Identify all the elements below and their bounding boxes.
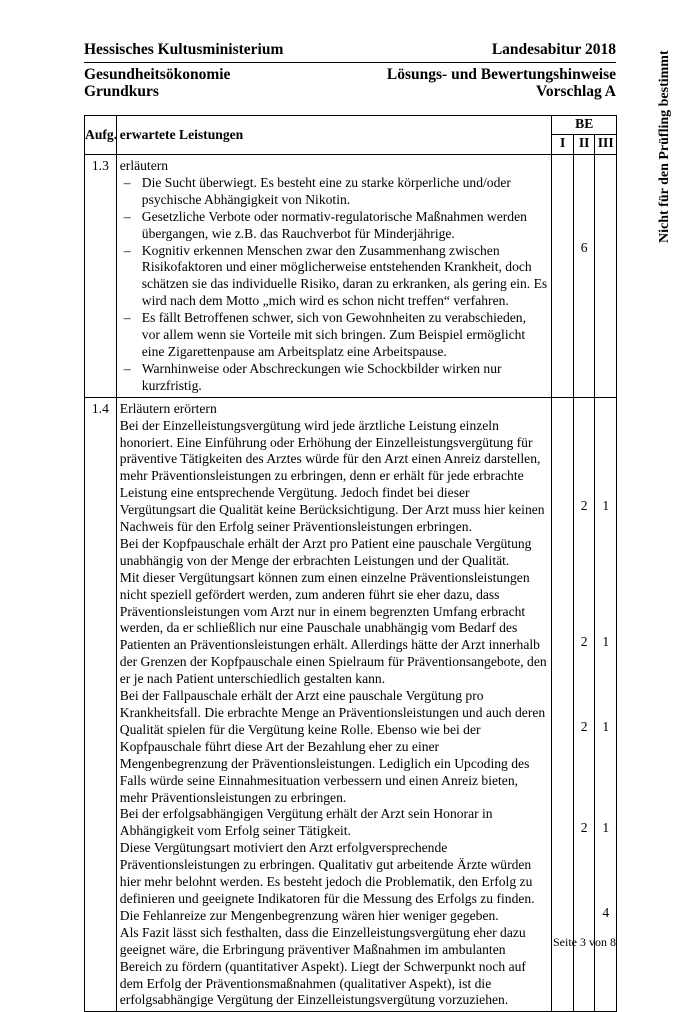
score: 1: [602, 497, 610, 513]
expected-answer: [116, 155, 552, 398]
col-task-header: Aufg.: [85, 116, 117, 155]
paragraph: Als Fazit lässt sich festhalten, dass die Einzelleistungsvergütung eher dazu geeignet wäre, die Erbringung präventiver Maßnahmen im ambulanten Bereich zu fördern (quantitativer Aspekt). Liegt der Schwerpunkt noch auf dem Erfolg der Präventionsmaßnahmen (qualitativer Aspekt), ist die erfolgsabhängige Vergütung der Einzelleistungsvergütung vorzuziehen.: [119, 924, 526, 1008]
operator: erläutern: [119, 158, 169, 173]
paragraph: Bei der erfolgsabhängigen Vergütung erhält der Arzt sein Honorar in Abhängigkeit vom Erfolg seiner Tätigkeit.: [119, 806, 493, 839]
header-divider: [84, 62, 616, 63]
subject-block: [84, 66, 230, 100]
table-row: [85, 155, 617, 398]
score: 1: [602, 633, 610, 649]
side-note: [648, 43, 686, 243]
be-level-I: [552, 397, 574, 1012]
be-level-III: [595, 155, 617, 398]
score: 6: [580, 240, 588, 255]
score: 2: [580, 633, 588, 649]
score: 4: [602, 904, 610, 920]
table-row: [85, 397, 617, 1012]
paragraph: Mit dieser Vergütungsart können zum einen einzelne Präventionsleistungen nicht speziell gefördert werden, zum anderen führt sie eher dazu, dass Präventionsleistungen vom Arzt nur in einem begrenzten Umfang erbracht werden, da er schließlich nur eine Pauschale unabhängig vom Bedarf des Patienten an Präventionsleistungen erhält. Allerdings hätte der Arzt innerhalb der Grenzen der Kopfpauschale einen Spielraum für Präventionsangebote, den er je nach Patient unterschiedlich gestalten kann.: [119, 569, 547, 687]
solution-table: [84, 115, 617, 1012]
side-note-text: Nicht für den Prüfling bestimmt: [657, 50, 672, 243]
score: 2: [580, 718, 588, 734]
score: 1: [602, 718, 610, 734]
doc-type: Lösungs- und Bewertungshinweise: [386, 66, 616, 83]
be-level-II: [573, 397, 595, 1012]
expected-answer: [116, 397, 552, 1012]
score: 1: [602, 819, 610, 835]
be-level-III: [595, 397, 617, 1012]
doc-type-block: [387, 66, 616, 100]
operator: Erläutern erörtern: [119, 400, 217, 416]
be-level-II: [573, 155, 595, 398]
paragraph: Bei der Fallpauschale erhält der Arzt eine pauschale Vergütung pro Krankheitsfall. Die erbrachte Menge an Präventionsleistungen und auch deren Qualität spielen für die Vergütung keine Rolle. Ebenso wie bei der Kopfpauschale führt diese Art der Bezahlung eher zu einer Mengenbegrenzung der Präventionsleistungen. Lediglich ein Upcoding des Falls würde seine Einnahmesituation verbessern und einen Anreiz bieten, mehr Präventionsleistungen zu erbringen.: [119, 688, 546, 805]
list-item: – Warnhinweise oder Abschreckungen wie Schockbilder wirken nur kurzfristig.: [120, 361, 548, 395]
task-number: 1.4: [85, 397, 117, 1012]
be-level-I: [552, 155, 574, 398]
page-number: Seite 3 von 8: [553, 935, 616, 949]
score: 2: [580, 819, 588, 835]
task-number: 1.3: [85, 155, 117, 398]
course-name: Grundkurs: [84, 83, 159, 100]
list-item: – Die Sucht überwiegt. Es besteht eine zu starke körperliche und/oder psychische Abhängigkeit von Nikotin.: [120, 175, 548, 209]
paragraph: Bei der Einzelleistungsvergütung wird jede ärztliche Leistung einzeln honoriert. Eine Einführung oder Erhöhung der Einzelleistungsvergütung für präventive Tätigkeiten des Arztes würde für den Arzt einen Anreiz darstellen, mehr Präventionsleistungen zu erbringen, denn er erhält für jede erbrachte Leistung eine entsprechende Vergütung. Jedoch findet bei dieser Vergütungsart die Qualität keine Berücksichtigung. Der Arzt muss hier keinen Nachweis für den Erfolg seiner Präventionsleistungen erbringen.: [119, 417, 545, 535]
score: 2: [580, 497, 588, 513]
subject-name: Gesundheitsökonomie: [84, 66, 231, 83]
col-be-header: BE: [552, 116, 617, 135]
level-I-header: I: [552, 135, 574, 155]
ministry-name: Hessisches Kultusministerium: [84, 41, 284, 58]
list-item: – Es fällt Betroffenen schwer, sich von Gewohnheiten zu verabschieden, vor allem wenn sie Vorteile mit sich bringen. Zum Beispiel ermöglicht eine Zigarettenpause am Arbeitsplatz eine Arbeitspause.: [120, 310, 548, 361]
paragraph: Bei der Kopfpauschale erhält der Arzt pro Patient eine pauschale Vergütung unabhängig von der Menge der erbrachten Leistungen und der Qualität.: [119, 535, 532, 568]
exam-title: Landesabitur 2018: [491, 41, 616, 58]
list-item: – Kognitiv erkennen Menschen zwar den Zusammenhang zwischen Risikofaktoren und einer möglicherweise entstehenden Krankheit, doch schätzen sie das individuelle Risiko, daran zu erkranken, als gering ein. Es wird nach dem Motto „mich wird es schon nicht treffen“ verfahren.: [120, 243, 548, 311]
level-III-header: III: [595, 135, 617, 155]
proposal-label: Vorschlag A: [536, 83, 616, 100]
paragraph: Diese Vergütungsart motiviert den Arzt erfolgversprechende Präventionsleistungen zu erbringen. Qualitativ gut arbeitende Ärzte würden hier mehr belohnt werden. Es besteht jedoch die Problematik, den Erfolg zu definieren und geeignete Indikatoren für die Messung des Erfolgs zu finden. Die Fehlanreize zur Mengenbegrenzung wären hier weniger gegeben.: [119, 840, 535, 923]
col-expected-header: erwartete Leistungen: [116, 116, 552, 155]
list-item: – Gesetzliche Verbote oder normativ-regulatorische Maßnahmen werden übergangen, wie z.B. das Rauchverbot für Minderjährige.: [120, 209, 548, 243]
level-II-header: II: [573, 135, 595, 155]
